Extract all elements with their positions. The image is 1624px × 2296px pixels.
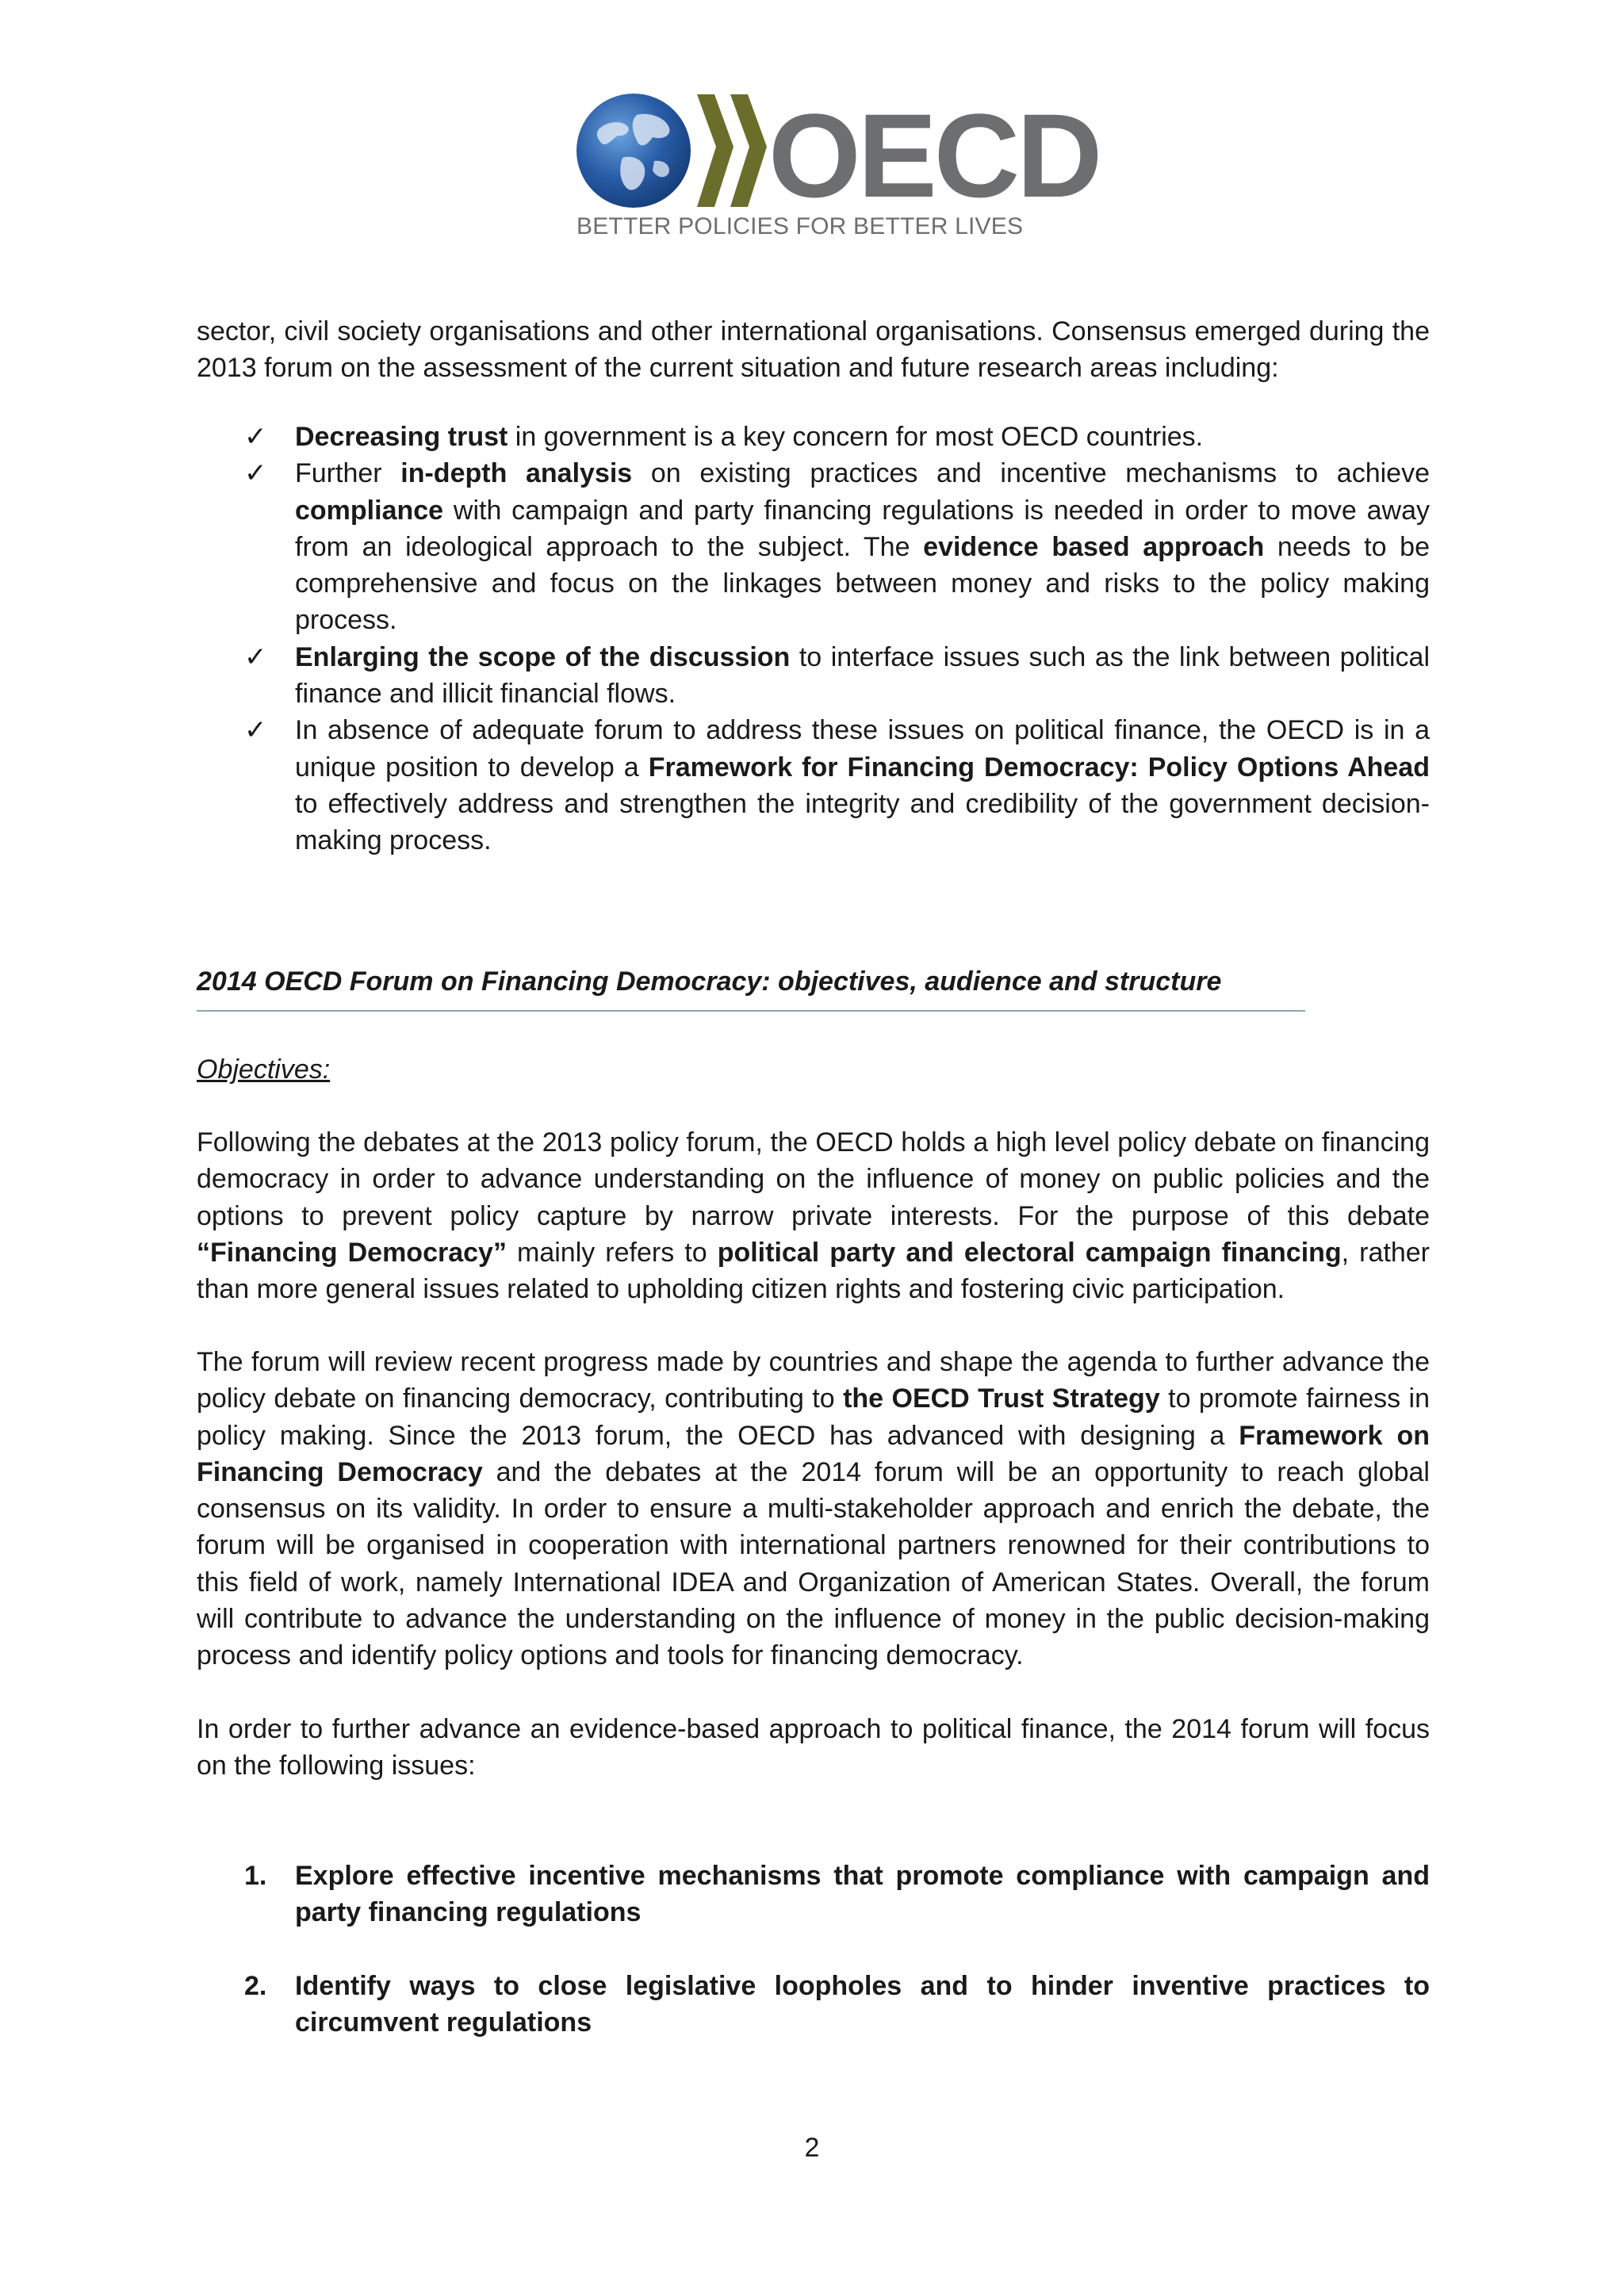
list-item: ✓ In absence of adequate forum to address these issues on political finance, the OECD is in a unique position to develop a Framework for Financing Democracy: Policy Options Ahead to effectively address and strengthen the integrity and credibility of the government decision-making process. [197,712,1430,859]
section-heading: 2014 OECD Forum on Financing Democracy: objectives, audience and structure [197,966,1222,997]
oecd-wordmark: OECD [768,89,1100,222]
oecd-tagline: BETTER POLICIES FOR BETTER LIVES [576,213,1024,239]
list-item: ✓ Enlarging the scope of the discussion to interface issues such as the link between political finance and illicit financial flows. [197,639,1430,713]
consensus-list [197,419,1430,859]
objectives-paragraph-2: The forum will review recent progress made by countries and shape the agenda to further advance the policy debate on financing democracy, contributing to the OECD Trust Strategy to promote fairness in policy making. Since the 2013 forum, the OECD has advanced with designing a Framework on Financing Democracy and the debates at the 2014 forum will be an opportunity to reach global consensus on its validity. In order to ensure a multi-stakeholder approach and enrich the debate, the forum will be organised in cooperation with international partners renowned for their contributions to this field of work, namely International IDEA and Organization of American States. Overall, the forum will contribute to advance the understanding on the influence of money in the public decision-making process and identify policy options and tools for financing democracy. [197,1347,1430,1671]
objectives-subheading: Objectives: [197,1054,331,1085]
page-number: 2 [804,2133,820,2163]
list-item: 2. Identify ways to close legislative loopholes and to hinder inventive practices to circumvent regulations [197,1968,1430,2042]
list-item: ✓ Decreasing trust in government is a key concern for most OECD countries. [197,419,1430,455]
checkmark-icon: ✓ [244,714,267,747]
focus-issues-list-continued [197,1968,1430,2042]
list-number: 2. [244,1971,267,2001]
checkmark-icon: ✓ [244,457,267,490]
intro-paragraph: sector, civil society organisations and other international organisations. Consensus emerged during the 2013 forum on the assessment of the current situation and future research areas including: [197,316,1430,384]
list-item: 1. Explore effective incentive mechanisms that promote compliance with campaign and party financing regulations [197,1858,1430,1931]
focus-issues-list [197,1858,1430,1931]
oecd-logo [575,89,1100,246]
objectives-paragraph-1: Following the debates at the 2013 policy forum, the OECD holds a high level policy debate on financing democracy in order to advance understanding on the influence of money on public policies and the options to prevent policy capture by narrow private interests. For the purpose of this debate “Financing Democracy” mainly refers to political party and electoral campaign financing, rather than more general issues related to upholding citizen rights and fostering civic participation. [197,1127,1430,1305]
list-number: 1. [244,1861,267,1891]
heading-divider [197,1010,1305,1012]
checkmark-icon: ✓ [244,421,267,453]
checkmark-icon: ✓ [244,641,267,673]
list-item: ✓ Further in-depth analysis on existing practices and incentive mechanisms to achieve compliance with campaign and party financing regulations is needed in order to move away from an ideological approach to the subject. The evidence based approach needs to be comprehensive and focus on the linkages between money and risks to the policy making process. [197,455,1430,638]
objectives-paragraph-3: In order to further advance an evidence-based approach to political finance, the 2014 forum will focus on the following issues: [197,1714,1430,1781]
